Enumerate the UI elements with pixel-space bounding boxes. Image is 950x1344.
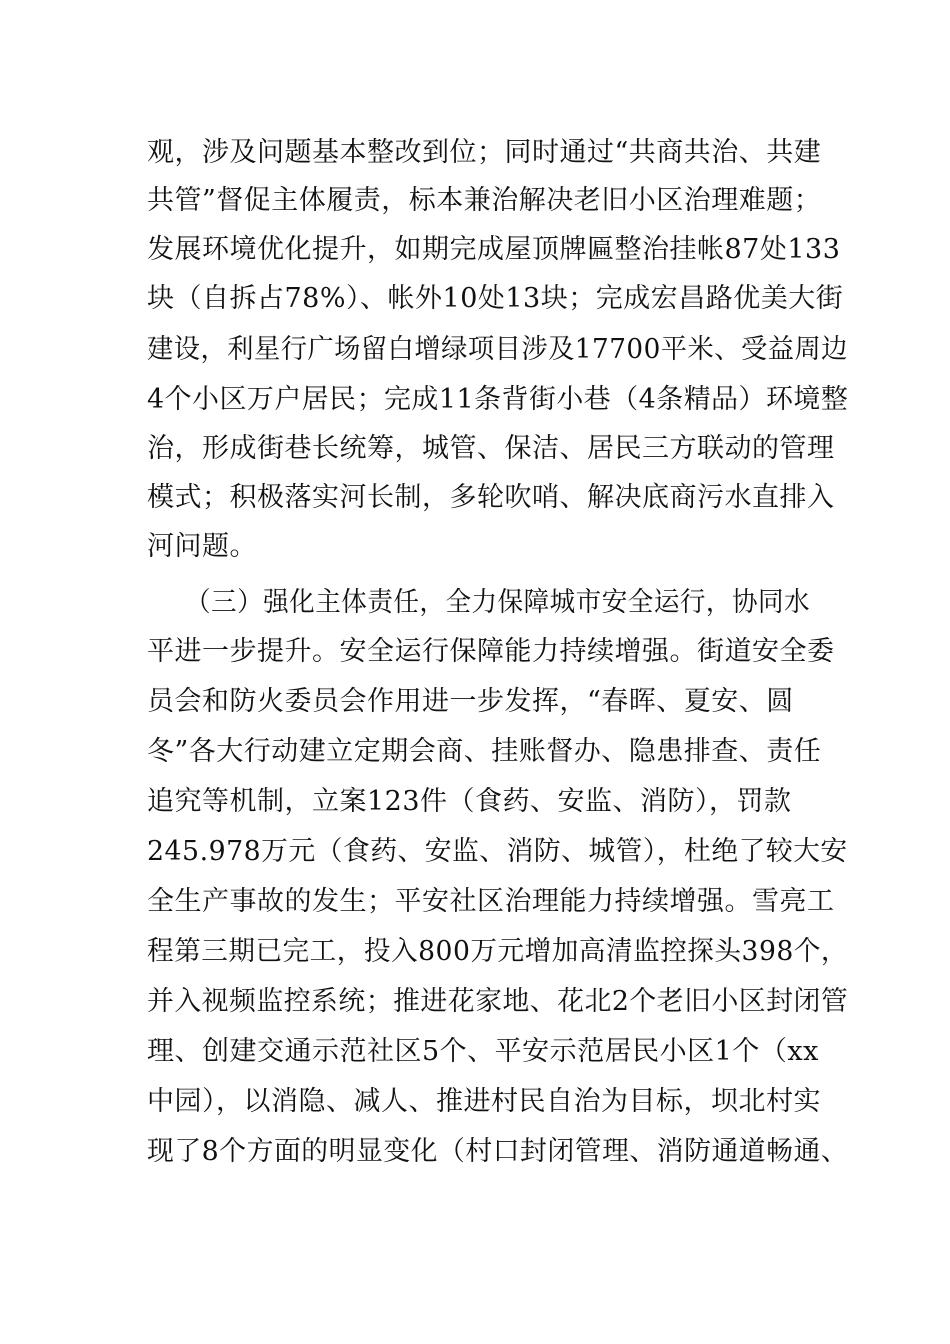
paragraph-1-line-6: 4个小区万户居民；完成11条背街小巷（4条精品）环境整 <box>147 384 849 415</box>
paragraph-2-line-7: 全生产事故的发生；平安社区治理能力持续增强。雪亮工 <box>147 886 835 917</box>
paragraph-2-line-1: （三）强化主体责任，全力保障城市安全运行，协同水 <box>185 587 811 618</box>
paragraph-1-line-3: 发展环境优化提升，如期完成屋顶牌匾整治挂帐87处133 <box>147 234 841 265</box>
paragraph-2-line-5: 追究等机制，立案123件（食药、安监、消防），罚款 <box>147 786 792 817</box>
paragraph-1-line-8: 模式；积极落实河长制，多轮吹哨、解决底商污水直排入 <box>147 482 835 513</box>
paragraph-1-line-1: 观，涉及问题基本整改到位；同时通过“共商共治、共建 <box>147 137 822 168</box>
paragraph-1-line-9: 河问题。 <box>147 531 257 562</box>
paragraph-2-line-12: 现了8个方面的明显变化（村口封闭管理、消防通道畅通、 <box>147 1136 849 1167</box>
paragraph-1-line-4: 块（自拆占78%）、帐外10处13块；完成宏昌路优美大街 <box>147 283 844 314</box>
paragraph-2-line-9: 并入视频监控系统；推进花家地、花北2个老旧小区封闭管 <box>147 986 849 1017</box>
paragraph-2-line-3: 员会和防火委员会作用进一步发挥，“春晖、夏安、圆 <box>147 686 794 717</box>
paragraph-2-line-8: 程第三期已完工，投入800万元增加高清监控探头398个， <box>147 936 849 967</box>
paragraph-1-line-7: 治，形成街巷长统筹，城管、保洁、居民三方联动的管理 <box>147 433 835 464</box>
paragraph-2-line-2: 平进一步提升。安全运行保障能力持续增强。街道安全委 <box>147 636 835 667</box>
paragraph-2-line-4: 冬”各大行动建立定期会商、挂账督办、隐患排查、责任 <box>147 736 822 767</box>
paragraph-2-line-11: 中园），以消隐、减人、推进村民自治为目标，坝北村实 <box>147 1086 821 1117</box>
paragraph-1-line-2: 共管”督促主体履责，标本兼治解决老旧小区治理难题； <box>147 185 822 216</box>
paragraph-2-line-10: 理、创建交通示范社区5个、平安示范居民小区1个（xx <box>147 1036 819 1067</box>
paragraph-2-line-6: 245.978万元（食药、安监、消防、城管），杜绝了较大安 <box>147 836 848 867</box>
paragraph-1-line-5: 建设，利星行广场留白增绿项目涉及17700平米、受益周边 <box>147 334 848 365</box>
